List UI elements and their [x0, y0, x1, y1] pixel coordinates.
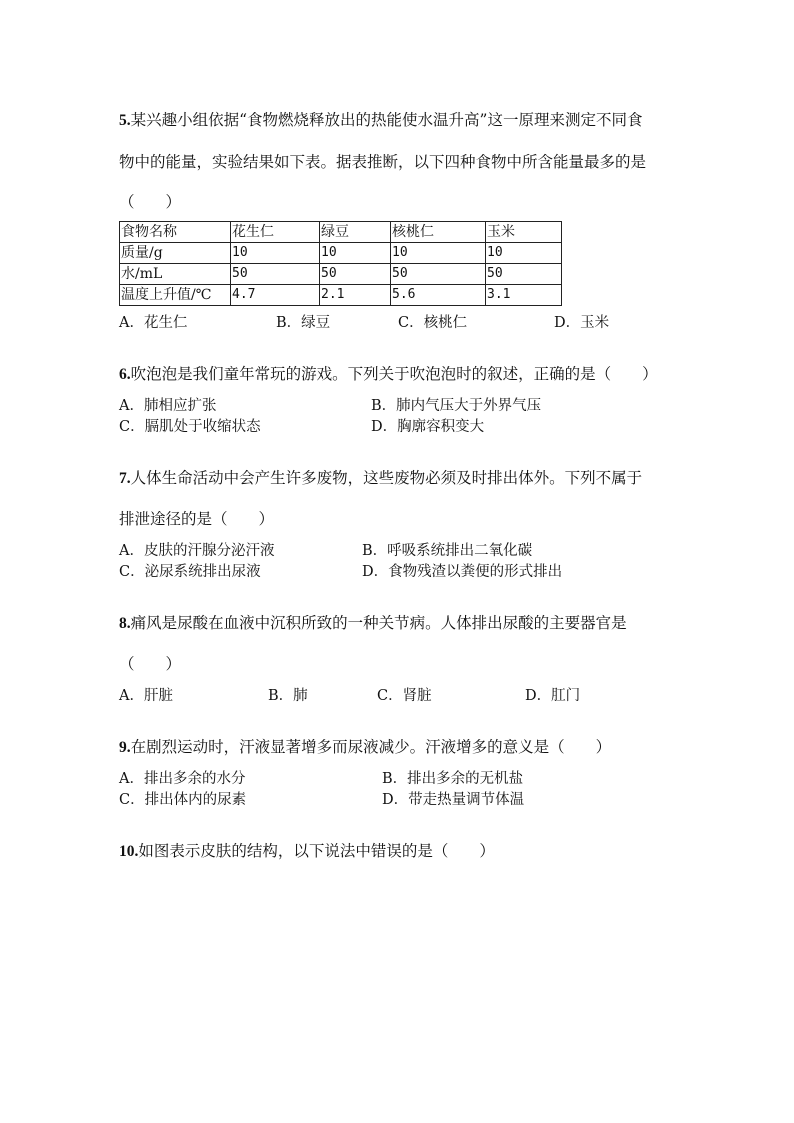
q9-option-b[interactable]: B．排出多余的无机盐 [382, 771, 524, 787]
table-cell: 2.1 [320, 285, 391, 306]
q6-option-b[interactable]: B．肺内气压大于外界气压 [371, 398, 542, 414]
q5-option-a[interactable]: A．花生仁 [119, 315, 188, 331]
table-row [120, 264, 562, 285]
q5-option-d[interactable]: D．玉米 [554, 315, 610, 331]
table-cell: 50 [391, 264, 486, 285]
table-cell: 50 [486, 264, 562, 285]
food-energy-table [119, 221, 562, 306]
q9-option-d[interactable]: D．带走热量调节体温 [382, 792, 525, 808]
table-header-cell: 核桃仁 [391, 222, 486, 243]
q7-line1: 7.人体生命活动中会产生许多废物，这些废物必须及时排出体外。下列不属于 [119, 469, 643, 487]
q8-option-b[interactable]: B．肺 [268, 688, 308, 704]
table-row [120, 285, 562, 306]
q8-option-d[interactable]: D．肛门 [525, 688, 581, 704]
q8-line2: （ ） [119, 655, 182, 673]
table-cell: 10 [231, 243, 320, 264]
q6-line1: 6.吹泡泡是我们童年常玩的游戏。下列关于吹泡泡时的叙述，正确的是（ ） [119, 365, 658, 383]
q7-option-c[interactable]: C．泌尿系统排出尿液 [119, 564, 261, 580]
q6-option-a[interactable]: A．肺相应扩张 [119, 398, 217, 414]
q9-option-c[interactable]: C．排出体内的尿素 [119, 792, 247, 808]
table-cell: 50 [231, 264, 320, 285]
q8-option-c[interactable]: C．肾脏 [377, 688, 432, 704]
table-cell: 温度上升值/℃ [120, 285, 231, 306]
q5-option-b[interactable]: B．绿豆 [276, 315, 331, 331]
q6-option-c[interactable]: C．膈肌处于收缩状态 [119, 419, 261, 435]
q5-line1: 5.某兴趣小组依据“食物燃烧释放出的热能使水温升高”这一原理来测定不同食 [119, 111, 643, 129]
table-header-cell: 花生仁 [231, 222, 320, 243]
table-cell: 50 [320, 264, 391, 285]
q8-option-a[interactable]: A．肝脏 [119, 688, 173, 704]
q6-option-d[interactable]: D．胸廓容积变大 [371, 419, 485, 435]
table-cell: 质量/g [120, 243, 231, 264]
table-cell: 10 [320, 243, 391, 264]
q7-option-b[interactable]: B．呼吸系统排出二氧化碳 [362, 543, 533, 559]
q7-option-a[interactable]: A．皮肤的汗腺分泌汗液 [119, 543, 275, 559]
table-header-cell: 玉米 [486, 222, 562, 243]
table-header-row [120, 222, 562, 243]
q5-line2: 物中的能量，实验结果如下表。据表推断，以下四种食物中所含能量最多的是 [119, 153, 647, 171]
table-cell: 3.1 [486, 285, 562, 306]
table-cell: 4.7 [231, 285, 320, 306]
table-cell: 5.6 [391, 285, 486, 306]
q10-line1: 10.如图表示皮肤的结构，以下说法中错误的是（ ） [119, 842, 495, 860]
table-cell: 水/mL [120, 264, 231, 285]
q8-line1: 8.痛风是尿酸在血液中沉积所致的一种关节病。人体排出尿酸的主要器官是 [119, 614, 627, 632]
table-header-cell: 绿豆 [320, 222, 391, 243]
table-cell: 10 [486, 243, 562, 264]
table-row [120, 243, 562, 264]
q7-line2: 排泄途径的是（ ） [119, 510, 275, 528]
q7-option-d[interactable]: D．食物残渣以粪便的形式排出 [362, 564, 563, 580]
table-cell: 10 [391, 243, 486, 264]
q9-line1: 9.在剧烈运动时，汗液显著增多而尿液减少。汗液增多的意义是（ ） [119, 738, 612, 756]
q5-option-c[interactable]: C．核桃仁 [398, 315, 468, 331]
q5-line3: （ ） [119, 193, 182, 211]
q9-option-a[interactable]: A．排出多余的水分 [119, 771, 246, 787]
table-header-cell: 食物名称 [120, 222, 231, 243]
